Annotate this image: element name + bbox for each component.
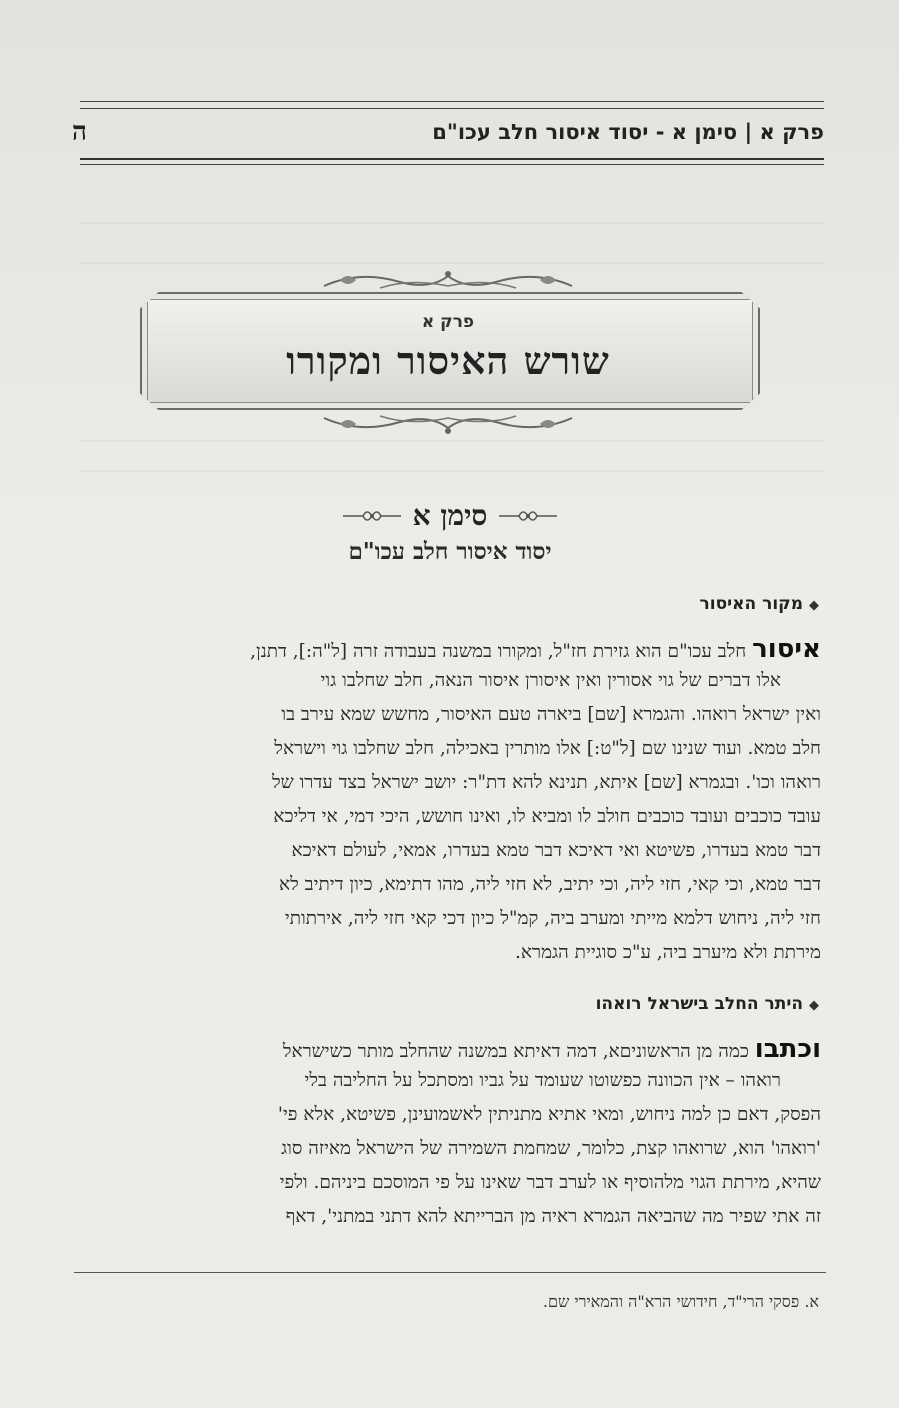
body-line: חזי ליה, ניחוש דלמא מייתי ומערב ביה, קמ"ל כיון דכי קאי חזי ליה, אירתותי [284,908,821,929]
section-heading: ◆מקור האיסור [699,594,819,614]
body-line: אלו דברים של גוי אסורין ואין איסורן איסור הנאה, חלב שחלבו גוי [320,670,781,691]
bleed-through-line [80,440,824,442]
body-line: חלב טמא. ועוד שנינו שם [ל"ט:] אלו מותרין באכילה, חלב שחלבו גוי וישראל [274,738,821,759]
body-line: דבר טמא, וכי קאי, חזי ליה, וכי יתיב, לא חזי ליה, מהו דתימא, כיון דיתיב לא [279,874,821,895]
running-title: פרק א | סימן א - יסוד איסור חלב עכו"ם [432,120,824,144]
siman-heading [300,496,600,536]
body-line: איסור חלב עכו"ם הוא גזירת חז"ל, ומקורו במשנה בעבודה זרה [ל"ה:], דתנן, [250,634,821,664]
body-line: ואין ישראל רואהו. והגמרא [שם] ביארה טעם האיסור, מחשש שמא עירב בו [281,704,821,725]
header-rule-top [80,101,824,109]
body-line: הפסק, דאם כן למה ניחוש, ומאי אתיא מתניתין לאשמועינן, פשיטא, אלא פי' [277,1104,821,1125]
body-line: עובד כוכבים ועובד כוכבים חולב לו ומביא לו, ואינו חושש, היכי דמי, אי דליכא [273,806,821,827]
flourish-right-icon [497,506,559,526]
body-line: רואהו וכו'. ובגמרא [שם] איתא, תנינא להא דת"ר: יושב ישראל בצד עדרו של [271,772,821,793]
bleed-through-line [80,262,824,264]
body-line: שהיא, מירתת הגוי מלהוסיף או לערב דבר שאינו על פי המוסכם ביניהם. ולפי [279,1172,821,1193]
footnote: א. פסקי הרי"ד, חידושי הרא"ה והמאירי שם. [542,1292,819,1311]
ornament-bottom-icon [320,410,576,438]
flourish-left-icon [341,506,403,526]
lead-word: וכתבו [754,1034,821,1064]
bleed-through-line [80,222,824,224]
diamond-bullet-icon: ◆ [809,998,819,1013]
chapter-title: שורש האיסור ומקורו [286,338,610,383]
running-header [72,112,824,152]
body-line: 'רואהו' הוא, שרואהו קצת, כלומר, שמחמת השמירה של הישראל מאיזה סוג [281,1138,821,1159]
body-line: זה אתי שפיר מה שהביאה הגמרא ראיה מן הברייתא להא דתני במתני', דאף [285,1206,821,1227]
body-line: וכתבו כמה מן הראשוניםא, דמה דאיתא במשנה שהחלב מותר כשישראל [282,1034,821,1064]
chapter-label: פרק א [421,312,475,332]
page-number: ה [72,117,87,147]
body-line: רואהו – אין הכוונה כפשוטו שעומד על גביו ומסתכל על החליבה בלי [304,1070,781,1091]
ornament-top-icon [320,266,576,294]
siman-subtitle: יסוד איסור חלב עכו"ם [348,538,552,565]
section-heading: ◆היתר החלב בישראל רואהו [595,994,819,1014]
diamond-bullet-icon: ◆ [809,598,819,613]
footnote-rule [74,1272,826,1273]
body-line: דבר טמא בעדרו, פשיטא ואי דאיכא דבר טמא בעדרו, אמאי, לעולם דאיכא [291,840,821,861]
bleed-through-line [80,470,824,472]
siman-title: סימן א [412,499,488,532]
header-rule-bottom [80,158,824,165]
lead-word: איסור [752,634,821,664]
body-line: מירתת ולא מיערב ביה, ע"כ סוגיית הגמרא. [515,942,821,963]
